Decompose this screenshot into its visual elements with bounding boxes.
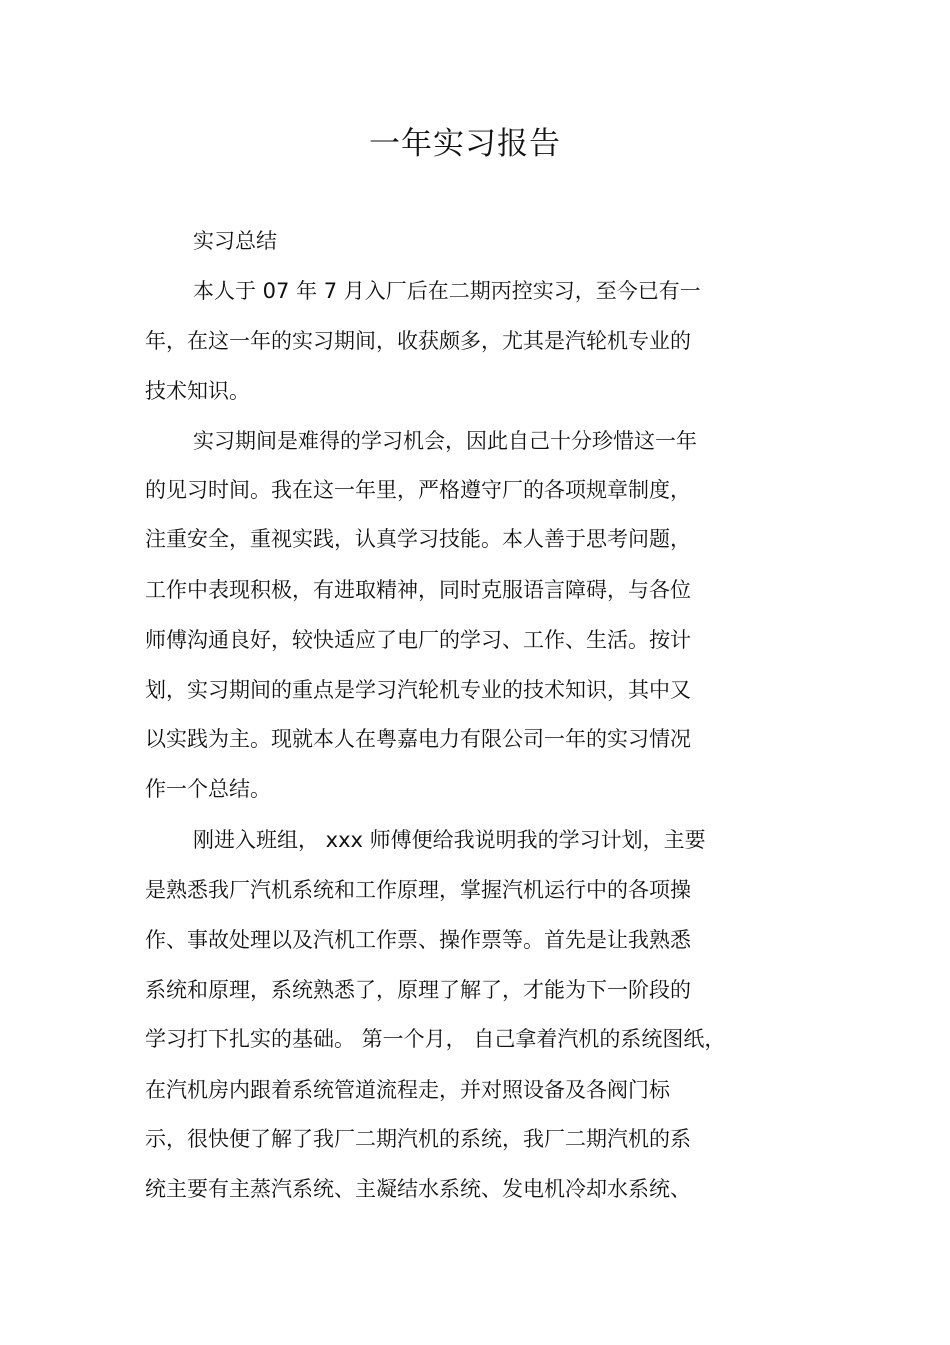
text-line: 是熟悉我厂汽机系统和工作原理，掌握汽机运行中的各项操 — [145, 878, 691, 902]
text-line: 统主要有主蒸汽系统、主凝结水系统、发电机冷却水系统、 — [145, 1177, 691, 1201]
text-line: 注重安全，重视实践，认真学习技能。本人善于思考问题， — [145, 527, 691, 551]
text-line: 技术知识。 — [145, 379, 250, 403]
text-line: 师傅沟通良好，较快适应了电厂的学习、工作、生活。按计 — [145, 628, 691, 652]
text-line: 学习打下扎实的基础。 第一个月， 自己拿着汽机的系统图纸， — [145, 1027, 726, 1051]
text-line: 本人于 07 年 7 月入厂后在二期丙控实习，至今已有一 — [193, 279, 701, 303]
text-line: 实习期间是难得的学习机会，因此自己十分珍惜这一年 — [193, 429, 697, 453]
text-line: 示，很快便了解了我厂二期汽机的系统，我厂二期汽机的系 — [145, 1127, 691, 1151]
text-line: 系统和原理，系统熟悉了，原理了解了，才能为下一阶段的 — [145, 978, 691, 1002]
text-line: 以实践为主。现就本人在粤嘉电力有限公司一年的实习情况 — [145, 727, 691, 751]
section-heading: 实习总结 — [193, 229, 277, 253]
text-line: 刚进入班组， xxx 师傅便给我说明我的学习计划，主要 — [193, 828, 706, 852]
text-line: 工作中表现积极，有进取精神，同时克服语言障碍，与各位 — [145, 578, 691, 602]
text-line: 在汽机房内跟着系统管道流程走，并对照设备及各阀门标 — [145, 1078, 670, 1102]
text-line: 的见习时间。我在这一年里，严格遵守厂的各项规章制度， — [145, 478, 691, 502]
text-line: 年，在这一年的实习期间，收获颇多，尤其是汽轮机专业的 — [145, 329, 691, 353]
text-line: 划，实习期间的重点是学习汽轮机专业的技术知识，其中又 — [145, 678, 691, 702]
text-line: 作、事故处理以及汽机工作票、操作票等。首先是让我熟悉 — [145, 928, 691, 952]
text-line: 作一个总结。 — [145, 777, 271, 801]
document-title: 一年实习报告 — [369, 126, 561, 162]
